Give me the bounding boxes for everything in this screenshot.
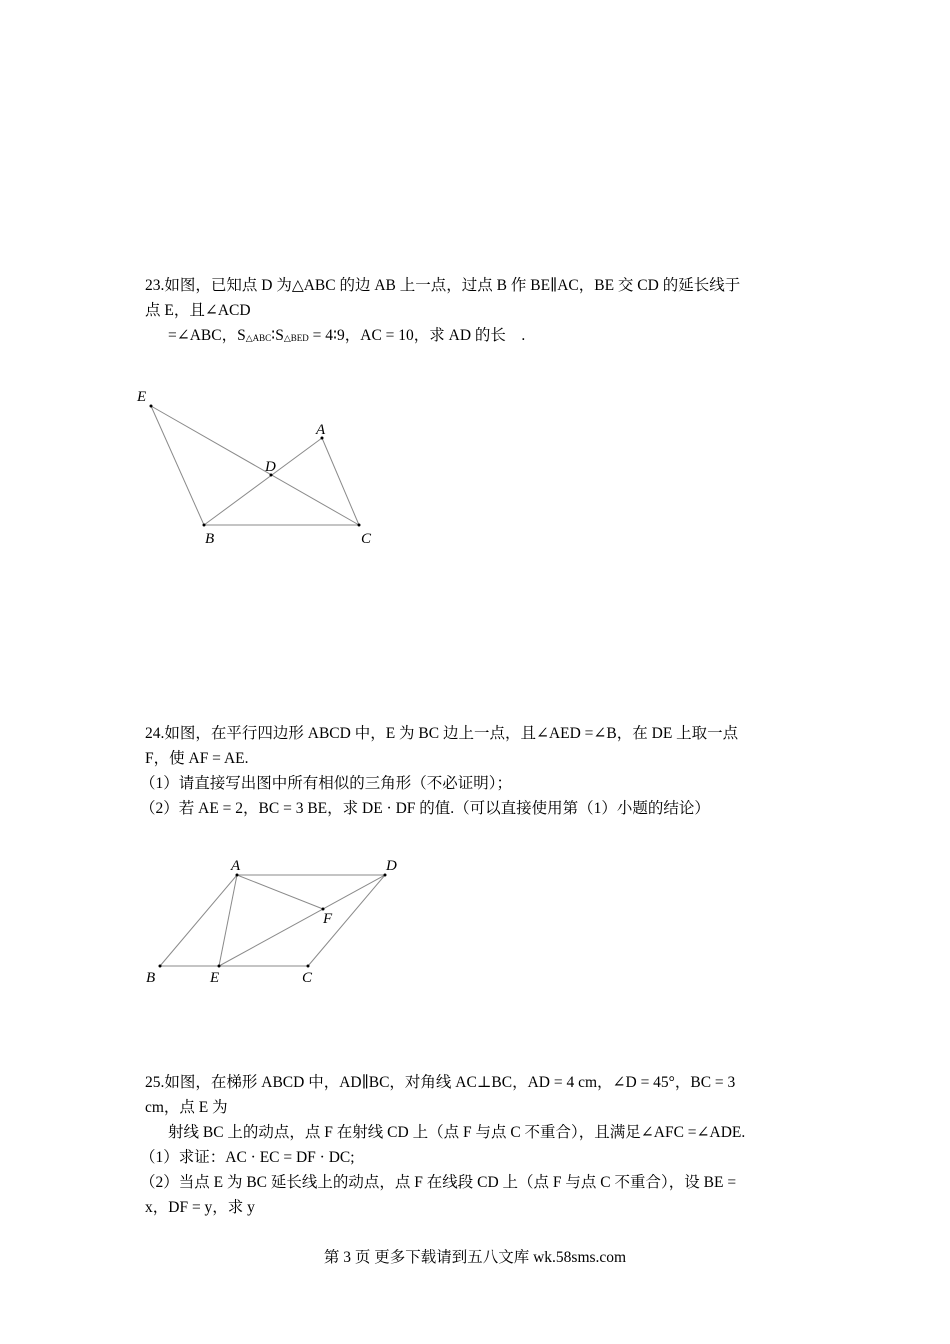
q23-point-B <box>203 524 206 527</box>
q23-segment-EB <box>151 406 204 525</box>
q23-text-line3-c: = 4∶9，AC = 10，求 AD 的长 . <box>308 327 526 344</box>
q23-text-line3-b: ∶S <box>271 327 284 344</box>
q24-segment-BA <box>160 875 237 966</box>
q24-text-line1: 24.如图，在平行四边形 ABCD 中，E 为 BC 边上一点，且∠AED =∠B，在 DE 上取一点 <box>145 725 739 742</box>
q23-sub-abc: △ABC <box>245 333 272 343</box>
q24-text-line3: （1）请直接写出图中所有相似的三角形（不必证明）； <box>140 775 513 792</box>
q23-text-line1: 23.如图，已知点 D 为△ABC 的边 AB 上一点，过点 B 作 BE∥AC，BE 交 CD 的延长线于 <box>145 277 741 294</box>
q24-segment-ED <box>219 875 385 966</box>
q23-point-C <box>358 524 361 527</box>
q24-label-D: D <box>386 858 397 874</box>
q23-text-line3-a: =∠ABC，S <box>168 327 246 344</box>
q24-label-B: B <box>146 970 156 986</box>
q24-text-line2: F，使 AF = AE. <box>145 750 249 767</box>
q24-point-B <box>159 965 162 968</box>
q24-label-A: A <box>231 858 241 874</box>
page-footer: 第 3 页 更多下载请到五八文库 wk.58sms.com <box>323 1249 627 1266</box>
q24-segment-AF <box>237 875 323 909</box>
q23-figure <box>136 389 372 547</box>
q24-segment-AE <box>219 875 237 966</box>
q24-figure <box>146 858 397 986</box>
q23-sub-bed: △BED <box>283 333 309 343</box>
q25-text-line5: （2）当点 E 为 BC 延长线上的动点，点 F 在线段 CD 上（点 F 与点 C 不重合），设 BE = <box>140 1174 737 1191</box>
q23-label-D: D <box>265 459 276 475</box>
q25-text-line6: x，DF = y，求 y <box>145 1199 255 1216</box>
q23-label-A: A <box>316 422 326 438</box>
q24-label-E: E <box>210 970 220 986</box>
q23-text-line2: 点 E，且∠ACD <box>145 302 251 319</box>
q24-point-C <box>307 965 310 968</box>
q23-label-E: E <box>137 389 147 405</box>
q25-text-line4: （1）求证：AC · EC = DF · DC; <box>140 1149 355 1166</box>
q23-segment-EC <box>151 406 359 525</box>
q23-label-B: B <box>205 531 215 547</box>
q23-point-E <box>150 405 153 408</box>
q23-segment-BA <box>204 438 322 525</box>
q25-text-line1: 25.如图，在梯形 ABCD 中，AD∥BC，对角线 AC⊥BC，AD = 4 cm，∠D = 45°，BC = 3 <box>145 1074 736 1091</box>
q24-text-line4: （2）若 AE = 2，BC = 3 BE，求 DE · DF 的值.（可以直接使用第（1）小题的结论） <box>140 800 710 817</box>
q24-segment-CD <box>308 875 385 966</box>
q24-label-C: C <box>302 970 313 986</box>
q23-label-C: C <box>361 531 372 547</box>
q25-text-line3: 射线 BC 上的动点，点 F 在射线 CD 上（点 F 与点 C 不重合），且满足∠AFC =∠ADE. <box>168 1124 746 1141</box>
q25-text-line2: cm，点 E 为 <box>145 1099 228 1116</box>
q23-segment-AC <box>322 438 359 525</box>
q24-label-F: F <box>323 911 333 927</box>
q24-point-E <box>218 965 221 968</box>
